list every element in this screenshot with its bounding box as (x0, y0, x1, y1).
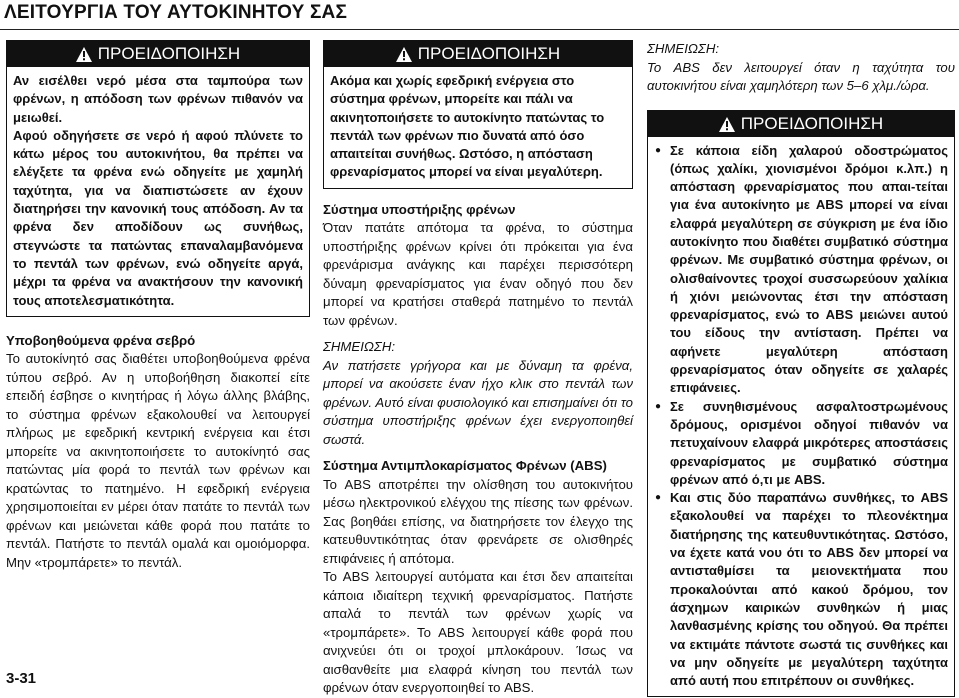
warning-paragraph: Ακόμα και χωρίς εφεδρική ενέργεια στο σύστημα φρένων, μπορείτε και πάλι να ακινητοποιήσετε το αυτοκίνητο πατώντας το πεντάλ των φρένων πιο δυνατά από όσο απαιτείται συνήθως. Ωστόσο, η απόσταση φρεναρίσματος μπορεί να είναι μεγαλύτερη. (330, 73, 605, 180)
warning-box (6, 40, 310, 317)
warning-header (7, 41, 309, 67)
note-body: Το ABS δεν λειτουργεί όταν η ταχύτητα του αυτοκινήτου είναι χαμηλότερη των 5–6 χλμ./ώρα. (647, 59, 955, 93)
warning-box (323, 40, 633, 189)
list-item: ● Σε συνηθισμένους ασφαλτοστρωμένους δρόμους, ορισμένοι οδηγοί πιθανόν να πετυχαίνουν ελαφρά μικρότερες αποστάσεις φρεναρίσματος με συμβατικό σύστημα φρένων από ό,τι με ABS. (654, 398, 948, 489)
warning-heading: ΠΡΟΕΙΔΟΠΟΙΗΣΗ (740, 113, 884, 133)
section-title: Υποβοηθούμενα φρένα σεβρό (6, 332, 196, 348)
warning-heading: ΠΡΟΕΙΔΟΠΟΙΗΣΗ (417, 44, 561, 63)
warning-paragraph: Αν εισέλθει νερό μέσα στα ταμπούρα των φρένων, η απόδοση των φρένων πιθανόν να μειωθεί. (13, 73, 303, 125)
warning-header (324, 41, 632, 67)
warning-triangle-icon (719, 114, 735, 140)
title-divider (0, 29, 959, 30)
warning-heading: ΠΡΟΕΙΔΟΠΟΙΗΣΗ (97, 44, 241, 63)
section-body: Το ABS λειτουργεί αυτόματα και έτσι δεν απαιτείται κάποια ιδιαίτερη τεχνική φρεναρίσματος. Πατήστε απαλά το πεντάλ των φρένων χωρίς να «τρομπάρετε». Το ABS λειτουργεί κάθε φορά που ανιχνεύει ότι οι τροχοί μπλοκάρουν. Ίσως να αισθανθείτε μια ελαφρά κίνηση του πεντάλ των φρένων όταν ενεργοποιηθεί το ABS. (323, 569, 633, 696)
warning-header (648, 111, 954, 137)
section-title: Σύστημα Αντιμπλοκαρίσματος Φρένων (ABS) (323, 458, 607, 474)
section-body: Όταν πατάτε απότομα τα φρένα, το σύστημα υποστήριξης φρένων κρίνει ότι πρόκειται για ένα φρενάρισμα ανάγκης και παρέχει περισσότερη δύναμη φρεναρίσματος για έναν οδηγό που δεν μπορεί να κρατήσει σταθερά πατημένο το πεντάλ των φρένων. (323, 220, 633, 328)
note-heading: ΣΗΜΕΙΩΣΗ: (647, 41, 720, 56)
warning-box (647, 110, 955, 698)
warning-text (7, 67, 309, 316)
warning-triangle-icon (76, 44, 92, 70)
column-middle (323, 40, 633, 698)
list-item: ● Και στις δύο παραπάνω συνθήκες, το ABS εξακολουθεί να παρέχει το πλεονέκτημα διατήρησης της κατευθυντικότητας. Ωστόσο, να έχετε κατά νου ότι το ABS δεν μπορεί να αντισταθμίσει τα μειονεκτήματα που προκαλούνται από κακού δρόμου, τον άσχημων καιρικών συνθηκών ή μιας λανθασμένης κρίσης του οδηγού. Θα πρέπει να εκτιμάτε πάντοτε σωστά τις συνθήκες και να μην οδηγείτε με μεγαλύτερη ταχύτητα από αυτή που επιτρέπουν οι συνθήκες. (654, 489, 948, 690)
section-title: Σύστημα υποστήριξης φρένων (323, 201, 516, 217)
section-body: Το ABS αποτρέπει την ολίσθηση του αυτοκινήτου μέσω ηλεκτρονικού ελέγχου της πίεσης των φρένων. Σας βοηθάει επίσης, να διατηρήσετε τον έλεγχο της κατευθυντικότητας όταν φρενάρετε σε ολισθηρές επιφάνειες ή απότομα. (323, 476, 633, 566)
note-heading: ΣΗΜΕΙΩΣΗ: (323, 339, 396, 355)
section-body: Το αυτοκίνητό σας διαθέτει υποβοηθούμενα φρένα τύπου σεβρό. Αν η υποβοήθηση διακοπεί είτε επειδή έσβησε ο κινητήρας ή λόγω άλλης βλάβης, το σύστημα φρένων εξακολουθεί να λειτουργεί πλήρως με εφεδρική κεντρική ενέργεια και έτσι μπορείτε να ακινητοποιήσετε το αυτοκίνητό σας πατώντας μία φορά το πεντάλ των φρένων και κρατώντας το πατημένο. Η εφεδρική ενέργεια χρησιμοποιείται εν μέρει όταν πατάτε το πεντάλ των φρένων και μειώνεται κάθε φορά που πατάτε το πεντάλ. Πατήστε το πεντάλ ομαλά και ομοιόμορφα. Μην «τρομπάρετε» το πεντάλ. (6, 351, 310, 570)
column-right (647, 40, 955, 697)
column-left (6, 40, 310, 572)
warning-bullet-list (654, 142, 948, 691)
page-title: ΛΕΙΤΟΥΡΓΙΑ ΤΟΥ ΑΥΤΟΚΙΝΗΤΟΥ ΣΑΣ (4, 2, 348, 23)
note-body: Αν πατήσετε γρήγορα και με δύναμη τα φρένα, μπορεί να ακούσετε έναν ήχο κλικ στο πεντάλ των φρένων. Αυτό είναι φυσιολογικό και επισημαίνει ότι το σύστημα υποστήριξης φρένων έχει ενεργοποιηθεί σωστά. (323, 357, 633, 447)
warning-text (324, 67, 632, 188)
warning-paragraph: Αφού οδηγήσετε σε νερό ή αφού πλύνετε το κάτω μέρος του αυτοκινήτου, θα πρέπει να ελέγξετε τα φρένα ενώ οδηγείτε με χαμηλή ταχύτητα, για να διαπιστώσετε αν έχουν διατηρήσει την κανονική τους απόδοση. Αν τα φρένα δεν αποδίδουν ως συνήθως, στεγνώστε τα πατώντας επαναλαμβανόμενα το πεντάλ των φρένων, ενώ οδηγείτε αργά, μέχρι τα φρένα να ανακτήσουν την κανονική τους αποτελεσματικότητα. (13, 127, 303, 308)
page-number: 3-31 (6, 670, 37, 687)
warning-triangle-icon (396, 44, 412, 70)
warning-text (648, 137, 954, 697)
list-item: ● Σε κάποια είδη χαλαρού οδοστρώματος (όπως χαλίκι, χιονισμένοι δρόμοι κ.λπ.) η απόσταση φρεναρίσματος που απαι-τείται για ένα αυτοκίνητο με ABS μπορεί να είναι ελαφρά μεγαλύτερη σε σύγκριση με ένα ίδιο αυτοκίνητο που διαθέτει συμβατικό σύστημα φρένων. Με συμβατικό σύστημα φρένων, οι ολισθαίνοντες τροχοί συσσωρεύουν χαλίκια ή χιόνι μειώνοντας έτσι την απόσταση φρεναρίσματος, ενώ το ABS μειώνει αυτού του είδους την αντίσταση. Πρέπει να αφήνετε μεγαλύτερη απόσταση φρεναρίσματος όταν οδηγείτε σε χαλαρές επιφάνειες. (654, 142, 948, 398)
